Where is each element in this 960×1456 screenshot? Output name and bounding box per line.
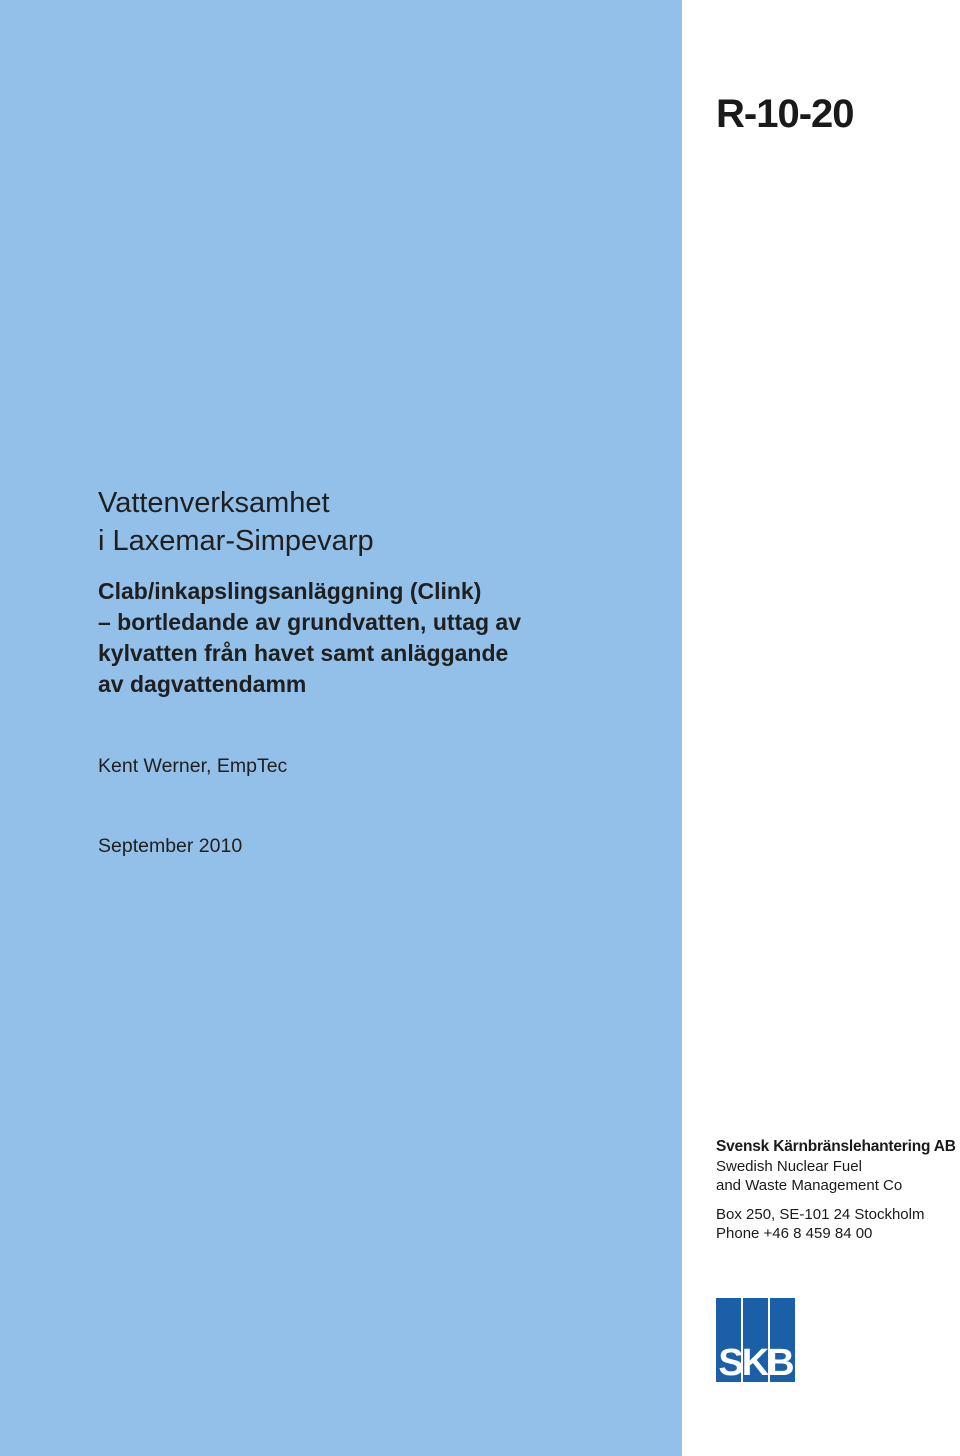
publisher-address: Box 250, SE-101 24 Stockholm — [716, 1205, 925, 1223]
subtitle-line: – bortledande av grundvatten, uttag av — [98, 609, 522, 635]
subtitle-line: Clab/inkapslingsanläggning (Clink) — [98, 578, 482, 604]
author: Kent Werner, EmpTec — [98, 755, 288, 777]
report-number: R-10-20 — [716, 92, 854, 136]
logo-text: SKB — [718, 1342, 793, 1382]
publisher-name-en: Swedish Nuclear Fuel — [716, 1157, 862, 1175]
publisher-name: Svensk Kärnbränslehantering AB — [716, 1138, 956, 1155]
skb-logo — [716, 1298, 795, 1382]
report-title — [98, 484, 658, 560]
report-subtitle — [98, 576, 668, 700]
publisher-name-en: and Waste Management Co — [716, 1177, 903, 1194]
publisher-block — [716, 1137, 960, 1244]
publisher-phone: Phone +46 8 459 84 00 — [716, 1225, 873, 1242]
subtitle-line: av dagvattendamm — [98, 671, 307, 697]
publication-date: September 2010 — [98, 835, 243, 857]
title-line: i Laxemar-Simpevarp — [98, 525, 374, 557]
subtitle-line: kylvatten från havet samt anläggande — [98, 640, 509, 666]
title-line: Vattenverksamhet — [98, 487, 330, 519]
